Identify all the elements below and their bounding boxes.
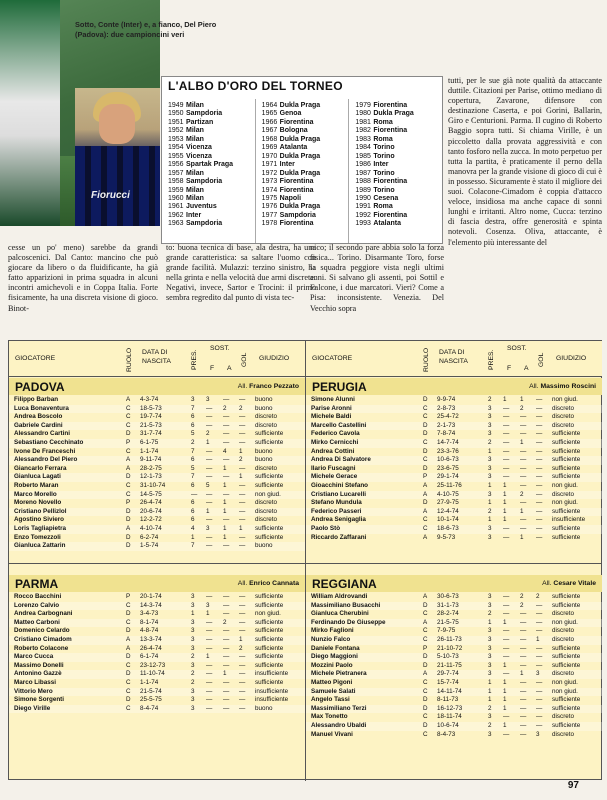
albo-entry: 1971 Inter — [261, 161, 295, 169]
player-row: Riccardo Zaffarani A 9-5-73 3 — 1 — sufficiente — [311, 533, 581, 541]
player-row: Gianluca Lagati D 12-1-73 7 — — 1 sufficiente — [9, 473, 305, 482]
player-row: Lorenzo Calvio C 14-3-74 3 3 — — sufficiente — [9, 602, 305, 611]
player-row: Sebastiano Cecchinato P 6-1-75 2 1 — — sufficiente — [9, 439, 305, 448]
albo-entry: 1953 Milan — [168, 135, 204, 143]
albo-entry: 1963 Sampdoria — [168, 220, 223, 228]
article-text-col2: to: buona tecnica di base, ala destra, ha una grande caratteristica: sa saltare l'uomo con grande facilità. Mulazzi: terzino sinistro, ha nella grinta e nella velocità due armi discrete. Negativi, invece, Sartor e Trocini: il primo sembra regredito dal punto di vista tec- — [166, 243, 316, 303]
player-row: Michele Gerace P 29-1-74 3 — — — sufficiente — [306, 473, 602, 482]
player-row: Massimiliano Terzi D 16-12-73 2 1 — — sufficiente — [306, 705, 602, 714]
photo-caption: Sotto, Conte (Inter) e, a fianco, Del Piero (Padova): due campioncini veri — [75, 20, 217, 39]
player-row: Giancarlo Ferrara A 28-2-75 5 — 1 — discreto — [14, 464, 278, 472]
player-row: Andrea Boscolo C 19-7-74 6 — — — discreto — [14, 413, 278, 421]
player-row: Daniele Fontana P 21-10-72 3 — — — sufficiente — [311, 644, 581, 652]
player-row: Parise Aronni C 2-8-73 3 — 2 — discreto — [306, 405, 602, 414]
table-left — [9, 341, 306, 781]
photo-player — [0, 0, 60, 226]
player-row: Marco Morello C 14-5-75 — — — — non giud. — [9, 491, 305, 500]
player-row: Federico Cavola D 7-8-74 3 — — — sufficiente — [311, 430, 581, 438]
albo-entry: 1954 Vicenza — [168, 144, 212, 152]
player-row: Filippo Barban A 4-3-74 3 3 — — buono — [14, 396, 273, 403]
albo-entry: 1962 Inter — [168, 211, 202, 219]
team-rows-perugia — [306, 396, 602, 542]
player-row: Antonino Gazzè D 11-10-74 2 — 1 — insufficiente — [9, 670, 305, 679]
player-row: Massimiliano Busacchi D 31-1-73 3 — 2 — sufficiente — [306, 602, 602, 611]
photo-del-piero — [75, 88, 160, 226]
albo-entry: 1955 Vicenza — [168, 152, 212, 160]
player-row: Luca Bonaventura C 18-5-73 7 — 2 2 buono — [9, 405, 305, 414]
player-row: Roberto Maran C 31-10-74 6 5 1 — sufficiente — [14, 481, 284, 489]
player-row: Simone Alunni D 9-9-74 2 1 1 — non giud. — [311, 396, 578, 403]
albo-column-1 — [162, 99, 256, 243]
team-block-padova: PADOVA All. Franco Pezzato — [9, 378, 305, 395]
player-row: Alessandro Ubaldi D 10-6-74 2 1 — — sufficiente — [306, 722, 602, 731]
albo-entry: 1969 Atalanta — [261, 144, 308, 152]
player-row: Simone Sorgenti D 25-5-75 3 — — — insufficiente — [14, 696, 289, 704]
player-row: Mozzini Paolo D 21-11-75 3 1 — — sufficiente — [311, 661, 581, 669]
player-row: Mirko Faglioni C 7-9-75 3 — — — discreto — [311, 627, 575, 635]
albo-entry: 1957 Milan — [168, 169, 204, 177]
albo-entry: 1990 Cesena — [355, 194, 399, 202]
player-row: Matteo Pigoni C 15-7-74 1 1 — — non giud. — [311, 678, 578, 686]
player-row: Nunzio Falco C 26-11-73 3 — — 1 discreto — [306, 636, 602, 645]
albo-entry: 1967 Bologna — [261, 127, 308, 135]
albo-entry: 1988 Fiorentina — [355, 178, 408, 186]
player-row: Gianluca Zattarin D 1-5-74 7 — — — buono — [9, 542, 305, 551]
albo-entry: 1976 Dukla Praga — [261, 203, 321, 211]
albo-entry: 1986 Inter — [355, 161, 389, 169]
albo-entry: 1961 Juventus — [168, 203, 217, 211]
player-row: Cristiano Lucarelli A 4-10-75 3 1 2 — discreto — [306, 491, 602, 500]
player-row: Moreno Novello P 26-4-74 6 — 1 — discreto — [14, 499, 278, 507]
player-row: Matteo Carboni C 8-1-74 3 — 2 — sufficiente — [9, 619, 305, 628]
player-row: Marco Cucca D 6-1-74 2 1 — — sufficiente — [9, 653, 305, 662]
player-row: Domenico Celardo D 4-8-74 3 — — — sufficiente — [14, 627, 284, 635]
albo-entry: 1973 Fiorentina — [261, 178, 314, 186]
player-row: Paolo Stò C 18-6-73 3 — — — sufficiente — [306, 525, 602, 534]
player-row: Max Tonetto C 18-11-74 3 — — — discreto — [311, 713, 575, 721]
albo-entry: 1956 Spartak Praga — [168, 161, 234, 169]
albo-entry: 1991 Roma — [355, 203, 393, 211]
player-row: Loris Tagliapietra A 4-10-74 4 3 1 1 sufficiente — [9, 525, 305, 534]
team-rows-padova — [9, 396, 305, 551]
article-text-col3: nico; il secondo pare abbia solo la forza fisica... Torino. Disarmante Toro, forse la squadra peggiore vista negli ultimi anni. Si salvano gli assenti, poi Sottil e Falcone, i due marcatori. Vieri? Come a Pisa: inconsistente. Venezia. Del Vecchio sopra — [310, 243, 444, 313]
albo-entry: 1972 Dukla Praga — [261, 169, 321, 177]
player-row: Samuele Salati C 14-11-74 1 1 — — non giud. — [306, 688, 602, 697]
albo-entry: 1964 Dukla Praga — [261, 102, 321, 109]
albo-entry: 1980 Dukla Praga — [355, 110, 414, 118]
player-row: Cristiano Cimadom A 13-3-74 3 — — 1 sufficiente — [9, 636, 305, 645]
albo-entry: 1981 Roma — [355, 118, 393, 126]
player-row: Angelo Tassi D 8-11-73 1 1 — — sufficiente — [311, 696, 581, 704]
albo-entry: 1982 Fiorentina — [355, 127, 408, 135]
player-row: Vittorio Mero C 21-5-74 3 — — — insufficiente — [9, 688, 305, 697]
player-row: Andrea Cottini D 23-3-76 1 — — — sufficiente — [311, 447, 581, 455]
player-row: Gioacchini Stefano A 25-11-76 1 1 — — non giud. — [311, 481, 578, 489]
albo-entry: 1992 Fiorentina — [355, 211, 408, 219]
player-row: Federico Passeri A 12-4-74 2 1 1 — sufficiente — [306, 508, 602, 517]
team-rows-parma — [9, 593, 305, 713]
table-header-right: GIOCATORE RUOLO DATA DI NASCITA PRES. SOST. F A GOL GIUDIZIO — [306, 341, 602, 377]
player-row: Michele Baldi C 25-4-72 3 — — — discreto — [311, 413, 575, 421]
team-block-perugia: PERUGIA All. Massimo Roscini — [306, 378, 602, 395]
albo-column-3 — [349, 99, 442, 243]
albo-entry: 1985 Torino — [355, 152, 395, 160]
results-tables — [8, 340, 602, 780]
player-row: Andrea Di Salvatore C 10-6-73 3 — — — sufficiente — [306, 456, 602, 465]
albo-entry: 1966 Fiorentina — [261, 118, 314, 126]
albo-entry: 1974 Fiorentina — [261, 186, 314, 194]
player-row: Gabriele Cardini C 21-5-73 6 — — — discreto — [9, 422, 305, 431]
albo-entry: 1968 Dukla Praga — [261, 135, 321, 143]
table-right — [306, 341, 602, 781]
albo-entry: 1959 Milan — [168, 186, 204, 194]
albo-entry: 1979 Fiorentina — [355, 102, 408, 109]
albo-entry: 1952 Milan — [168, 127, 204, 135]
player-row: Diego Maggioni D 5-10-73 3 — — — sufficiente — [306, 653, 602, 662]
team-block-parma: PARMA All. Enrico Cannata — [9, 575, 305, 592]
albo-entry: 1970 Dukla Praga — [261, 152, 321, 160]
player-row: Stefano Mundula D 27-9-75 1 1 — — non giud. — [311, 499, 578, 507]
albo-entry: 1950 Sampdoria — [168, 110, 223, 118]
albo-entry: 1987 Torino — [355, 169, 395, 177]
article-text-col1: cesse un po' meno) sarebbe da grandi palcoscenici. Dal Canto: mancino che può giocare da libero o da fluidificante, ha già fatto apparizioni in prima squadra in alcuni incontri amichevoli e in Coppa Italia. Forte fisicamente, ha una discreta visione di gioco. Binot- — [8, 243, 158, 313]
albo-entry: 1978 Fiorentina — [261, 220, 314, 228]
albo-entry: 1965 Genoa — [261, 110, 302, 118]
player-row: Marco Libassi C 1-1-74 2 — — — sufficiente — [14, 678, 284, 686]
page-number: 97 — [567, 780, 579, 791]
albo-entry: 1951 Partizan — [168, 118, 214, 126]
player-row: Rocco Bacchini P 20-1-74 3 — — — sufficiente — [14, 593, 284, 600]
player-row: Manuel Vivani C 8-4-73 3 — — 3 discreto — [311, 730, 575, 738]
player-row: Ilario Fuscagni D 23-6-75 3 — — — sufficiente — [311, 464, 581, 472]
albo-entry: 1960 Milan — [168, 194, 204, 202]
table-header-left: GIOCATORE RUOLO DATA DI NASCITA PRES. SOST. F A GOL GIUDIZIO — [9, 341, 305, 377]
player-row: Enzo Tomezzoli D 6-2-74 1 — 1 — sufficiente — [14, 533, 284, 541]
albo-entry: 1984 Torino — [355, 144, 395, 152]
player-row: Michele Pietranera A 29-7-74 3 — 1 3 discreto — [306, 670, 602, 679]
article-text-right: tutti, per le sue già note qualità da attaccante duttile. Citazioni per Parise, ottimo mediano di copertura, Zavarone, difensore con destinazione Caserta, e poi Gorini, Ballarin, Giro e Centurioni. Parma. Il cugino di Roberto Baggio sopra tutti. Si chiama Virille, è un piccoletto dalla provata aggressività e con tanto fosforo nella zucca. In moto perpetuo per tutta la partita, è praticamente il perno della manovra per la grande visione di gioco di cui è in possesso. Sicuramente è stato il migliore dei suoi. Colacone-Cimadom è coppia d'attacco veloce, insidiosa ma anche capace di sonni lunghi e irritanti. Altro nome, Cucca: terzino di fascia destra, offre generosità e spinta notevoli. Cosenza. Oliva, attaccante, è l'elemento più interessante del — [448, 76, 602, 247]
albo-entry: 1983 Roma — [355, 135, 393, 143]
player-row: Marcello Castellini D 2-1-73 3 — — — discreto — [306, 422, 602, 431]
player-row: Cristiano Pellizlol D 20-6-74 6 1 1 — discreto — [9, 508, 305, 517]
albo-entry: 1993 Atalanta — [355, 220, 401, 228]
player-row: Ivone De Franceschi C 1-1-74 7 — 4 1 buono — [14, 447, 273, 455]
albo-column-2 — [256, 99, 350, 243]
player-row: Roberto Colacone A 26-4-74 3 — — 2 sufficiente — [14, 644, 284, 652]
player-row: Agostino Siviero D 12-2-72 6 — — — discreto — [14, 516, 278, 524]
albo-entry: 1977 Sampdoria — [261, 211, 316, 219]
team-block-reggiana: REGGIANA All. Cesare Vitale — [306, 575, 602, 592]
player-row: Andrea Senigaglia C 10-1-74 1 1 — — insufficiente — [311, 516, 586, 524]
player-row: Diego Virille C 8-4-74 3 — — — buono — [9, 705, 305, 714]
player-row: Alessandro Del Piero A 9-11-74 6 — — 2 buono — [9, 456, 305, 465]
player-row: Andrea Carbognani D 3-4-73 1 1 — — non giud. — [14, 610, 281, 618]
player-row: Ferdinando De Giuseppe A 21-5-75 1 1 — — non giud. — [306, 619, 602, 628]
albo-entry: 1949 Milan — [168, 102, 204, 109]
player-row: Mirko Cernicchi C 14-7-74 2 — 1 — sufficiente — [306, 439, 602, 448]
albo-entry: 1958 Sampdoria — [168, 178, 223, 186]
player-row: Massimo Donelli C 23-12-73 3 — — — sufficiente — [14, 661, 284, 669]
player-row: William Aldrovandi A 30-6-73 3 — 2 2 sufficiente — [311, 593, 581, 600]
photo-sponsor: Fiorucci — [91, 190, 130, 201]
albo-title: L'ALBO D'ORO DEL TORNEO — [168, 79, 343, 93]
albo-entry: 1989 Torino — [355, 186, 395, 194]
albo-doro-box — [161, 76, 443, 244]
team-rows-reggiana — [306, 593, 602, 739]
player-row: Alessandro Cartini D 31-7-74 5 2 — — sufficiente — [14, 430, 284, 438]
player-row: Gianluca Cherubini C 28-2-74 2 — — — discreto — [311, 610, 575, 618]
albo-entry: 1975 Napoli — [261, 194, 302, 202]
